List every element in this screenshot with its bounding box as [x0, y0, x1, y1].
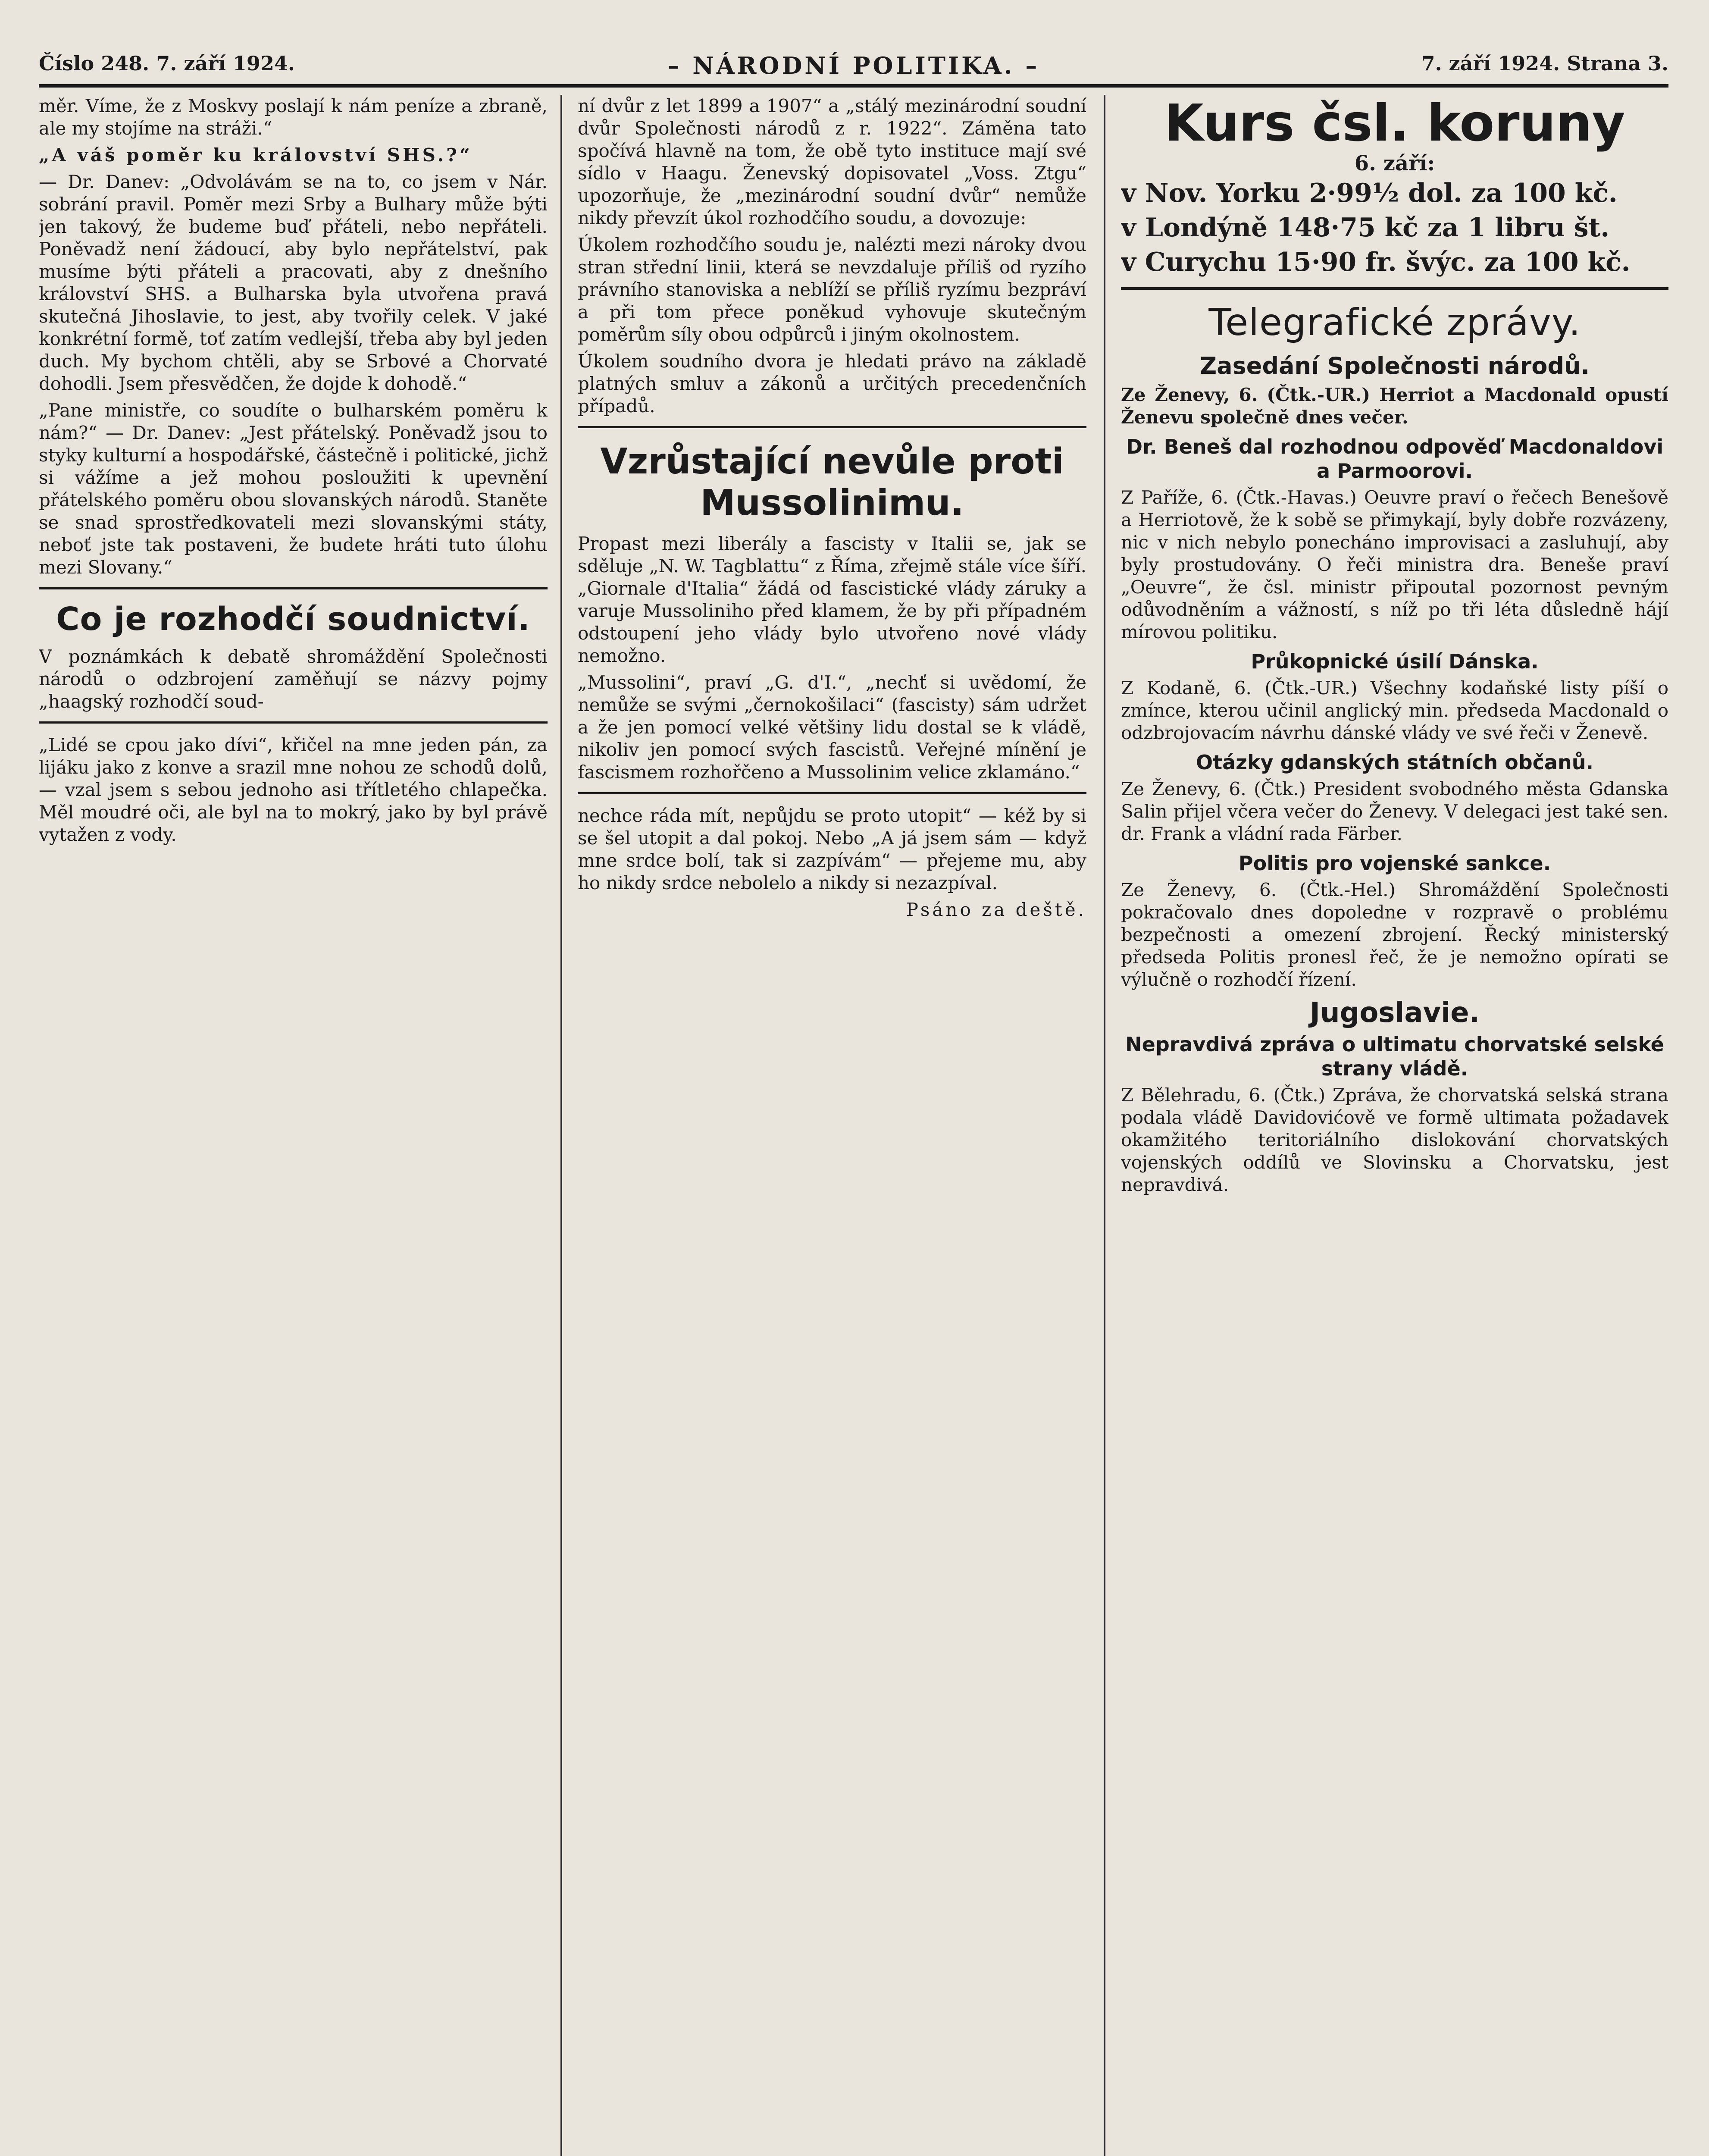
- story-divider: [39, 587, 548, 589]
- article-text: Z Bělehradu, 6. (Čtk.) Zpráva, že chorvatská selská strana podala vládě Davidovićově ve formě ultimata požadavek okamžitého teritoriálního dislokování chorvatských vojenských oddílů ve Slovinsku a Chorvatsku, jest nepravdivá.: [1121, 1084, 1668, 1195]
- exchange-rate-date: 6. září:: [1354, 151, 1435, 175]
- exchange-rate-row: v Nov. Yorku 2·99½ dol. za 100 kč.: [1121, 178, 1618, 208]
- exchange-rate-box: [1121, 95, 1668, 290]
- feuilleton-divider: [39, 721, 548, 724]
- article-text: ní dvůr z let 1899 a 1907“ a „stálý mezinárodní soudní dvůr Společnosti národů z r. 1922“. Záměna tato spočívá hlavně na tom, že obě tyto instituce mají své sídlo v Haagu. Ženevský dopisovatel „Voss. Ztgu“ upozorňuje, že „mezinárodní soudní dvůr“ nemůže nikdy převzít úkol rozhodčího soudu, a dovozuje:: [578, 95, 1086, 229]
- article-headline: Politis pro vojenské sankce.: [1238, 852, 1551, 875]
- article-text: Z Kodaně, 6. (Čtk.-UR.) Všechny kodaňské listy píší o zmínce, kterou učinil anglický min. předseda Macdonald o odzbrojovacím návrhu dánské vlády ve své řeči v Ženevě.: [1121, 677, 1668, 743]
- article-headline: Zasedání Společnosti národů.: [1199, 352, 1590, 379]
- paper-title: – NÁRODNÍ POLITIKA. –: [667, 52, 1040, 79]
- column-1: [39, 95, 548, 2156]
- page-number: 7. září 1924. Strana 3.: [1421, 52, 1668, 75]
- article-text: Úkolem soudního dvora je hledati právo na základě platných smluv a zákonů a určitých precedenčních případů.: [578, 351, 1086, 417]
- feuilleton-signature: Psáno za deště.: [906, 899, 1086, 920]
- feuilleton-divider: [578, 792, 1086, 794]
- feuilleton-text: nechce ráda mít, nepůjdu se proto utopit“ — kéž by si se šel utopit a dal pokoj. Nebo „A já jsem sám — když mne srdce bolí, tak si zazpívám“ — přejeme mu, aby ho nikdy srdce nebolelo a nikdy si nezazpíval.: [578, 805, 1086, 893]
- article-text: Úkolem rozhodčího soudu je, nalézti mezi nároky dvou stran střední linii, která se nevzdaluje příliš od ryzího právního stanoviska a neblíží se příliš ryzímu bezpráví a při tom přece poněkud vyhovuje skutečným poměrům síly obou odpůrců i jiným okolnostem.: [578, 234, 1086, 345]
- section-headline: Jugoslavie.: [1310, 997, 1480, 1029]
- exchange-rate-title: Kurs čsl. koruny: [1164, 95, 1625, 153]
- article-text: V poznámkách k debatě shromáždění Společnosti národů o odzbrojení zaměňují se názvy pojmy „haagský rozhodčí soud-: [39, 646, 548, 712]
- article-text: „Pane ministře, co soudíte o bulharském poměru k nám?“ — Dr. Danev: „Jest přátelský. Poněvadž jsou to styky kulturní a hospodářské, částečně i politické, jichž si vážíme a jež mohou posloužiti k upevnění přátelského poměru obou slovanských národů. Staněte se snad sprostředkovateli mezi slovanskými státy, neboť jste tak postaveni, že budete hráti tuto úlohu mezi Slovany.“: [39, 400, 548, 578]
- article-text: — Dr. Danev: „Odvolávám se na to, co jsem v Nár. sobrání pravil. Poměr mezi Srby a Bulhary může býti jen takový, že budeme buď přáteli, nebo nepřáteli. Poněvadž není žádoucí, aby bylo nepřátelství, pak musíme býti přáteli a pracovati, aby z dnešního království SHS. a Bulharska byla utvořena pravá skutečná Jihoslavie, to jest, aby tvořily celek. V jaké konkrétní formě, toť zatím vedlejší, třeba aby byl jeden duch. My bychom chtěli, aby se Srbové a Chorvaté dohodli. Jsem přesvědčen, že dojde k dohodě.“: [39, 171, 548, 394]
- exchange-rate-row: v Curychu 15·90 fr. švýc. za 100 kč.: [1121, 247, 1631, 277]
- column-2: [578, 95, 1086, 2156]
- article-text: Propast mezi liberály a fascisty v Italii se, jak se sděluje „N. W. Tagblattu“ z Říma, zřejmě stále více šíří. „Giornale d'Italia“ žádá od fascistické vlády záruky a varuje Mussoliniho před klamem, že by při případném odstoupení jeho vlády bylo utvořeno nové vlády nemožno.: [578, 533, 1086, 666]
- article-headline: Otázky gdanských státních občanů.: [1196, 751, 1593, 774]
- article-text: Z Paříže, 6. (Čtk.-Havas.) Oeuvre praví o řečech Benešově a Herriotově, že k sobě se přimykají, byly dobře rozvázeny, nic v nich nebylo ponecháno improvisaci a zasluhují, aby byly prostudovány. O řeči ministra dra. Beneše praví „Oeuvre“, že čsl. ministr připoutal pozornost pevným odůvodněním a vážností, s níž po tři léta důsledně hájí mírovou politiku.: [1121, 487, 1668, 642]
- article-text: Ze Ženevy, 6. (Čtk.-Hel.) Shromáždění Společnosti pokračovalo dnes dopoledne v rozpravě o problému bezpečnosti a omezení zbrojení. Řecký ministerský předseda Politis pronesl řeč, že je nemožno opírati se výlučně o rozhodčí řízení.: [1121, 879, 1668, 990]
- article-text: Ze Ženevy, 6. (Čtk.-UR.) Herriot a Macdonald opustí Ženevu společně dnes večer.: [1121, 384, 1668, 428]
- article-headline: Průkopnické úsilí Dánska.: [1251, 650, 1539, 673]
- feuilleton-text: „Lidé se cpou jako dívi“, křičel na mne jeden pán, za lijáku jako z konve a srazil mne nohou ze schodů dolů, — vzal jsem s sebou jednoho asi třítletého chlapečka. Měl moudré oči, ale byl na to mokrý, jako by byl právě vytažen z vody.: [39, 734, 548, 845]
- page-header: [39, 52, 1668, 95]
- column-divider: [1104, 95, 1105, 2156]
- column-3: [1121, 95, 1668, 2156]
- article-text: „A váš poměr ku království SHS.?“: [39, 144, 473, 166]
- article-headline: Vzrůstající nevůle proti Mussolinimu.: [600, 441, 1064, 523]
- issue-number: Číslo 248. 7. září 1924.: [39, 52, 295, 75]
- column-divider: [560, 95, 562, 2156]
- article-text: Ze Ženevy, 6. (Čtk.) President svobodného města Gdanska Salin přijel včera večer do Ženevy. V delegaci jest také sen. dr. Frank a vládní rada Färber.: [1121, 778, 1668, 844]
- story-divider: [578, 426, 1086, 428]
- article-headline: Nepravdivá zpráva o ultimatu chorvatské selské strany vládě.: [1125, 1033, 1664, 1080]
- header-rule: [39, 84, 1668, 88]
- article-headline: Co je rozhodčí soudnictví.: [56, 601, 530, 638]
- article-text: „Mussolini“, praví „G. d'I.“, „nechť si uvědomí, že nemůže se svými „černokošilaci“ (fascisty) sám udržet a že jen pomocí velké většiny lidu dostal se k vládě, nikoliv jen pomocí svých fascistů. Veřejné mínění je fascismem rozhořčeno a Mussolinim velice zklamáno.“: [578, 672, 1086, 783]
- article-headline: Dr. Beneš dal rozhodnou odpověď Macdonaldovi a Parmoorovi.: [1126, 435, 1664, 483]
- exchange-rate-row: v Londýně 148·75 kč za 1 libru št.: [1121, 213, 1610, 243]
- article-text: měr. Víme, že z Moskvy poslají k nám peníze a zbraně, ale my stojíme na stráži.“: [39, 95, 548, 139]
- section-headline: Telegrafické zprávy.: [1208, 301, 1581, 344]
